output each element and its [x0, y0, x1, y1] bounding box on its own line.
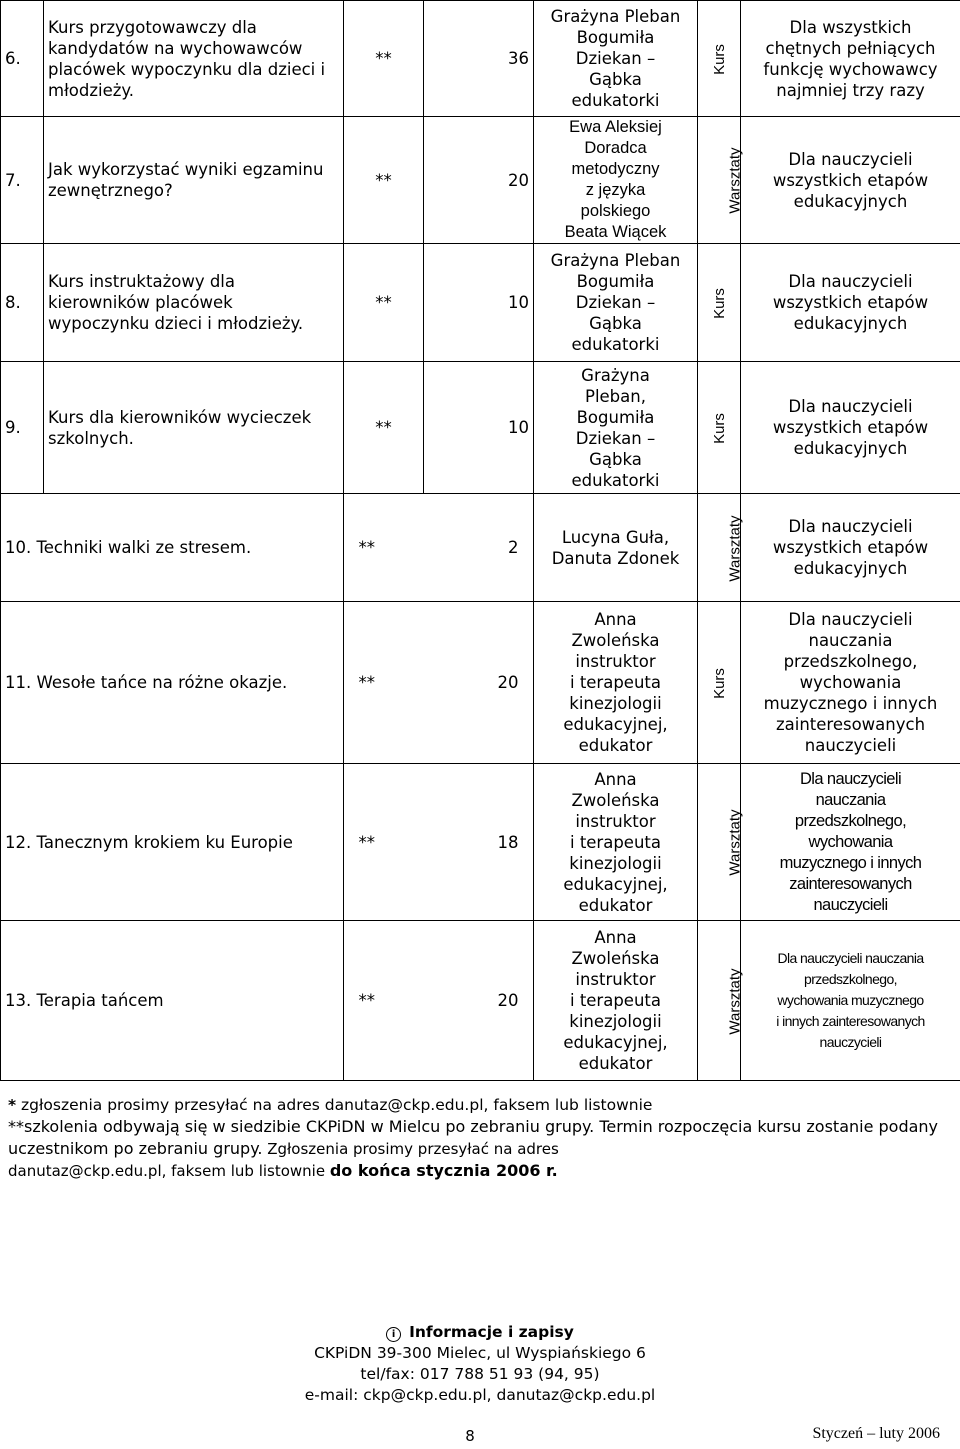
table-row — [1, 244, 960, 362]
form-label: Kurs — [710, 287, 728, 319]
audience-cell: Dla nauczycieli wszystkich etapów edukacyjnych — [741, 362, 960, 494]
course-title: Jak wykorzystać wyniki egzaminu zewnętrznego? — [44, 117, 344, 244]
form-label: Kurs — [710, 43, 728, 75]
row-number: 11. — [5, 673, 32, 692]
table-row — [1, 1, 960, 117]
stars-marker: ** — [358, 991, 375, 1010]
leader-cell: Anna Zwoleńska instruktor i terapeuta kinezjologii edukacyjnej, edukator — [534, 764, 698, 921]
audience-cell: Dla nauczycieli wszystkich etapów edukacyjnych — [741, 494, 960, 602]
row-number: 7. — [1, 117, 44, 244]
footnote-single-star-text: zgłoszenia prosimy przesyłać na adres danutaz@ckp.edu.pl, faksem lub listownie — [16, 1096, 653, 1114]
info-heading-text: Informacje i zapisy — [409, 1323, 574, 1341]
form-cell — [698, 244, 741, 362]
hours-value: 20 — [497, 991, 519, 1010]
stars-hours-cell — [344, 494, 534, 602]
form-label: Warsztaty — [726, 967, 744, 1035]
audience-cell: Dla wszystkich chętnych pełniących funkcję wychowawcy najmniej trzy razy — [741, 1, 960, 117]
form-cell — [698, 494, 744, 602]
form-cell — [698, 921, 744, 1081]
stars-marker: ** — [358, 538, 375, 557]
course-title: Kurs przygotowawczy dla kandydatów na wychowawców placówek wypoczynku dla dzieci i młodzieży. — [44, 1, 344, 117]
leader-cell: Grażyna Pleban Bogumiła Dziekan – Gąbka edukatorki — [534, 244, 698, 362]
stars-marker: ** — [344, 362, 424, 494]
footnote-double-star-text: **szkolenia odbywają się w siedzibie CKPiDN w Mielcu po zebraniu grupy. Termin rozpoczęcia kursu zostanie podany uczestnikom po zebraniu grupy. — [8, 1117, 939, 1158]
stars-marker: ** — [344, 244, 424, 362]
table-row — [1, 602, 960, 764]
leader-cell: Ewa Aleksiej Doradca metodyczny z języka polskiego Beata Wiącek — [534, 117, 698, 244]
leader-cell: Lucyna Guła, Danuta Zdonek — [534, 494, 698, 602]
course-title-cell — [1, 602, 344, 764]
stars-hours-cell — [344, 764, 534, 921]
deadline-text: do końca stycznia 2006 r. — [329, 1161, 558, 1180]
audience-cell: Dla nauczycieli wszystkich etapów edukacyjnych — [741, 117, 960, 244]
table-row — [1, 921, 960, 1081]
course-title: Wesołe tańce na różne okazje. — [36, 673, 288, 692]
course-title: Kurs dla kierowników wycieczek szkolnych. — [44, 362, 344, 494]
info-icon: i — [386, 1327, 401, 1342]
row-number: 12. — [5, 832, 32, 852]
row-number: 9. — [1, 362, 44, 494]
stars-marker: ** — [358, 673, 375, 692]
issue-date: Styczeń – luty 2006 — [812, 1425, 940, 1442]
hours-value: 20 — [497, 673, 519, 692]
info-address: CKPiDN 39-300 Mielec, ul Wyspiańskiego 6 — [314, 1344, 646, 1362]
row-number: 6. — [1, 1, 44, 117]
footnote-contact-text: Zgłoszenia prosimy przesyłać na adres — [262, 1140, 559, 1158]
leader-cell: Grażyna Pleban Bogumiła Dziekan – Gąbka edukatorki — [534, 1, 698, 117]
table-row — [1, 764, 960, 921]
audience-cell: Dla nauczycieli nauczania przedszkolnego, wychowania muzycznego i innych zainteresowanych nauczycieli — [741, 921, 960, 1081]
form-cell — [698, 117, 744, 244]
course-title-cell — [1, 494, 344, 602]
stars-marker: ** — [344, 117, 424, 244]
course-title-cell — [1, 921, 344, 1081]
audience-cell: Dla nauczycieli nauczania przedszkolnego, wychowania muzycznego i innych zainteresowanych nauczycieli — [741, 764, 960, 921]
info-section — [0, 1322, 960, 1406]
row-number: 13. — [5, 991, 32, 1010]
stars-marker: ** — [358, 832, 375, 852]
stars-hours-cell — [344, 921, 534, 1081]
footnotes — [8, 1094, 952, 1182]
stars-marker: ** — [344, 1, 424, 117]
info-heading — [0, 1322, 960, 1343]
footnote-double-star — [8, 1116, 952, 1182]
hours-value: 18 — [497, 832, 519, 852]
table-row — [1, 117, 960, 244]
row-number: 8. — [1, 244, 44, 362]
star-mark: * — [8, 1096, 17, 1114]
audience-cell: Dla nauczycieli nauczania przedszkolnego, wychowania muzycznego i innych zainteresowanych nauczycieli — [741, 602, 960, 764]
leader-cell: Grażyna Pleban, Bogumiła Dziekan – Gąbka edukatorki — [534, 362, 698, 494]
table-row — [1, 494, 960, 602]
stars-hours-cell — [344, 602, 534, 764]
hours-value: 20 — [424, 117, 534, 244]
form-cell — [698, 602, 741, 764]
form-label: Warsztaty — [726, 514, 744, 582]
form-cell — [698, 362, 741, 494]
form-label: Warsztaty — [726, 147, 744, 214]
form-cell — [698, 1, 741, 117]
hours-value: 10 — [424, 362, 534, 494]
course-title-cell — [1, 764, 344, 921]
page-number: 8 — [465, 1427, 475, 1445]
hours-value: 36 — [424, 1, 534, 117]
table-row — [1, 362, 960, 494]
row-number: 10. — [5, 538, 32, 557]
info-email: e-mail: ckp@ckp.edu.pl, danutaz@ckp.edu.pl — [304, 1386, 656, 1404]
hours-value: 2 — [508, 538, 519, 557]
form-label: Kurs — [710, 667, 728, 699]
form-label: Kurs — [710, 412, 728, 444]
hours-value: 10 — [424, 244, 534, 362]
form-label: Warsztaty — [726, 809, 744, 876]
footnote-contact-tail: danutaz@ckp.edu.pl, faksem lub listownie — [8, 1162, 330, 1180]
course-title: Kurs instruktażowy dla kierowników placówek wypoczynku dzieci i młodzieży. — [44, 244, 344, 362]
info-phone: tel/fax: 017 788 51 93 (94, 95) — [360, 1365, 600, 1383]
course-title: Techniki walki ze stresem. — [36, 538, 252, 557]
audience-cell: Dla nauczycieli wszystkich etapów edukacyjnych — [741, 244, 960, 362]
leader-cell: Anna Zwoleńska instruktor i terapeuta kinezjologii edukacyjnej, edukator — [534, 602, 698, 764]
course-title: Tanecznym krokiem ku Europie — [36, 832, 293, 852]
course-title: Terapia tańcem — [36, 991, 164, 1010]
leader-cell: Anna Zwoleńska instruktor i terapeuta kinezjologii edukacyjnej, edukator — [534, 921, 698, 1081]
footnote-single-star — [8, 1094, 952, 1116]
form-cell — [698, 764, 744, 921]
